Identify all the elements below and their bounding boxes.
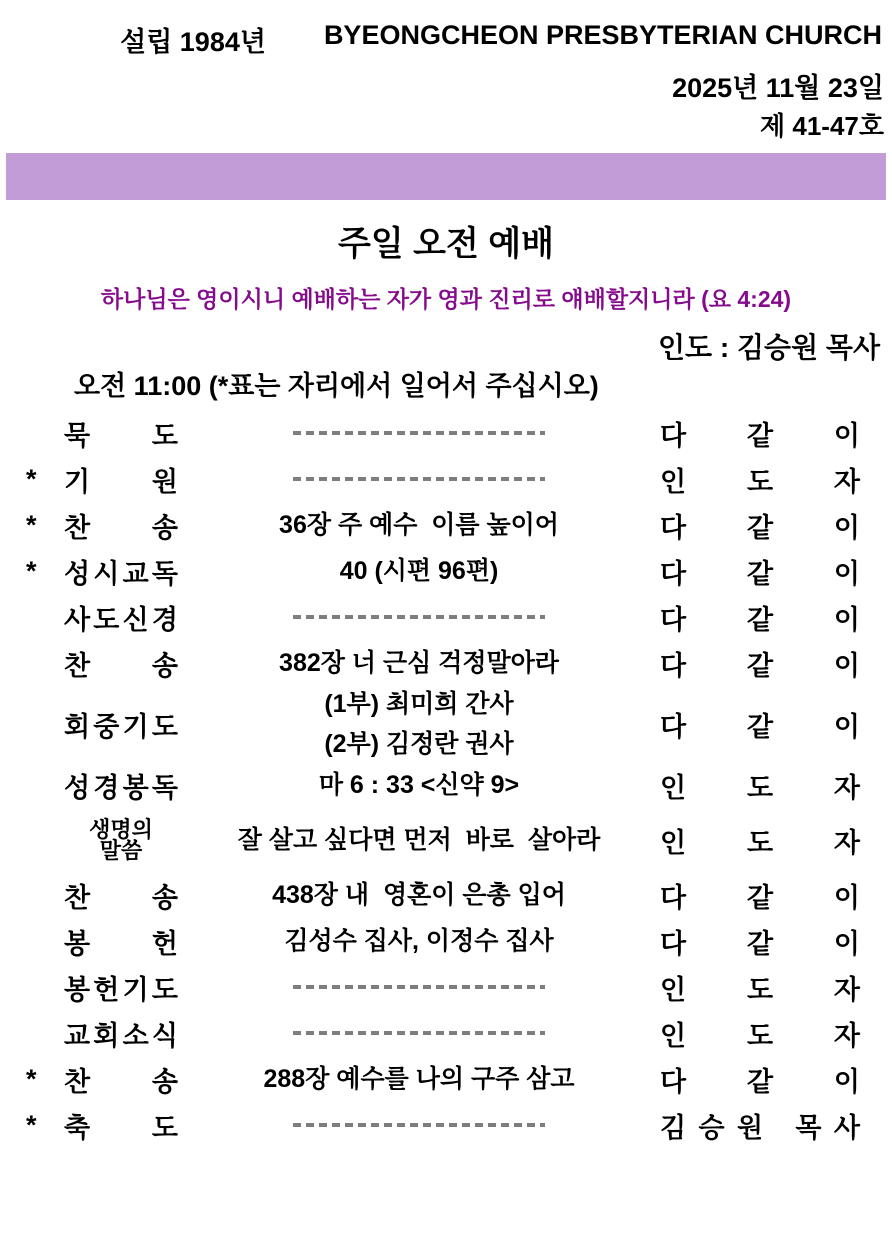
performer-label: 다 같 이 <box>660 650 860 681</box>
item-content-line: 마 6 : 33 <신약 9> <box>318 771 520 799</box>
worship-row <box>0 548 892 594</box>
item-label: 기 원 <box>64 466 178 497</box>
worship-row <box>0 410 892 456</box>
performer-label: 김 승 원 목 사 <box>660 1112 860 1143</box>
performer-label: 인 도 자 <box>660 466 860 497</box>
item-label: 성 시 교 독 <box>64 558 178 589</box>
item-content <box>178 1059 660 1099</box>
item-label: 묵 도 <box>64 420 178 451</box>
item-content-line: 40 (시편 96편) <box>339 557 499 585</box>
performer-label: 인 도 자 <box>660 772 860 803</box>
performer-label: 다 같 이 <box>660 420 860 451</box>
worship-row <box>0 640 892 686</box>
header-line <box>0 20 882 59</box>
item-content <box>178 1123 660 1127</box>
item-content <box>178 921 660 961</box>
item-label: 봉 헌 <box>64 928 178 959</box>
dash-line <box>293 431 545 435</box>
item-label-line: 말씀 <box>99 838 143 863</box>
star-marker: * <box>26 1063 37 1094</box>
item-label: 회 중 기 도 <box>64 711 178 742</box>
worship-row <box>0 808 892 872</box>
worship-row <box>0 686 892 762</box>
item-content <box>178 615 660 619</box>
item-content <box>178 985 660 989</box>
dash-line <box>293 477 545 481</box>
item-content-line: (1부) 최미희 간사 <box>324 690 514 718</box>
item-content <box>178 765 660 805</box>
performer-label: 인 도 자 <box>660 1020 860 1051</box>
performer-label: 다 같 이 <box>660 558 860 589</box>
performer-label: 다 같 이 <box>660 928 860 959</box>
item-content-line: 잘 살고 싶다면 먼저 바로 살아라 <box>237 826 601 854</box>
item-label: 찬 송 <box>64 512 178 543</box>
dash-line <box>293 1123 545 1127</box>
performer-label: 다 같 이 <box>660 512 860 543</box>
worship-row <box>0 762 892 808</box>
star-marker: * <box>26 1109 37 1140</box>
item-content-line: 382장 너 근심 걱정말아라 <box>279 649 559 677</box>
worship-row <box>0 918 892 964</box>
order-of-worship <box>0 410 892 1148</box>
item-label: 봉 헌 기 도 <box>64 974 178 1005</box>
star-marker: * <box>26 509 37 540</box>
purple-band <box>6 153 886 200</box>
issue-number: 제 41-47호 <box>760 111 884 141</box>
item-label: 축 도 <box>64 1112 178 1143</box>
item-label: 성 경 봉 독 <box>64 772 178 803</box>
bulletin-date: 2025년 11월 23일 <box>672 73 884 103</box>
item-label: 찬 송 <box>64 1066 178 1097</box>
item-label <box>64 819 178 861</box>
worship-row <box>0 964 892 1010</box>
item-content-line: (2부) 김정란 권사 <box>324 730 514 758</box>
item-label: 교 회 소 식 <box>64 1020 178 1051</box>
performer-label: 인 도 자 <box>660 827 860 858</box>
service-leader: 인도 : 김승원 목사 <box>658 332 880 363</box>
performer-label: 다 같 이 <box>660 882 860 913</box>
service-title: 주일 오전 예배 <box>338 225 554 263</box>
worship-row <box>0 594 892 640</box>
item-label: 찬 송 <box>64 882 178 913</box>
worship-row <box>0 872 892 918</box>
item-content-line: 288장 예수를 나의 구주 삼고 <box>263 1065 575 1093</box>
star-marker: * <box>26 555 37 586</box>
item-content <box>178 431 660 435</box>
star-marker: * <box>26 463 37 494</box>
performer-label: 다 같 이 <box>660 711 860 742</box>
performer-label: 다 같 이 <box>660 604 860 635</box>
dash-line <box>293 985 545 989</box>
item-content <box>178 1031 660 1035</box>
performer-label: 다 같 이 <box>660 1066 860 1097</box>
dash-line <box>293 615 545 619</box>
church-name: BYEONGCHEON PRESBYTERIAN CHURCH <box>323 20 882 50</box>
item-content <box>178 477 660 481</box>
worship-row <box>0 456 892 502</box>
worship-row <box>0 1102 892 1148</box>
item-content <box>178 643 660 683</box>
item-label-line: 생명의 <box>89 817 153 842</box>
worship-row <box>0 502 892 548</box>
dash-line <box>293 1031 545 1035</box>
performer-label: 인 도 자 <box>660 974 860 1005</box>
item-content <box>178 875 660 915</box>
item-content-line: 438장 내 영혼이 은총 입어 <box>272 881 566 909</box>
item-content-line: 36장 주 예수 이름 높이어 <box>279 511 559 539</box>
service-time-note: 오전 11:00 (*표는 자리에서 일어서 주십시오) <box>74 371 599 401</box>
worship-row <box>0 1056 892 1102</box>
item-content-line: 김성수 집사, 이정수 집사 <box>284 927 554 955</box>
founded-year: 설립 1984년 <box>120 27 266 57</box>
item-content <box>178 820 660 860</box>
item-content <box>178 551 660 591</box>
item-label: 사 도 신 경 <box>64 604 178 635</box>
item-label: 찬 송 <box>64 650 178 681</box>
item-content <box>178 684 660 764</box>
verse-text: 하나님은 영이시니 예배하는 자가 영과 진리로 얘배할지니라 (요 4:24) <box>100 286 792 312</box>
item-content <box>178 505 660 545</box>
worship-row <box>0 1010 892 1056</box>
